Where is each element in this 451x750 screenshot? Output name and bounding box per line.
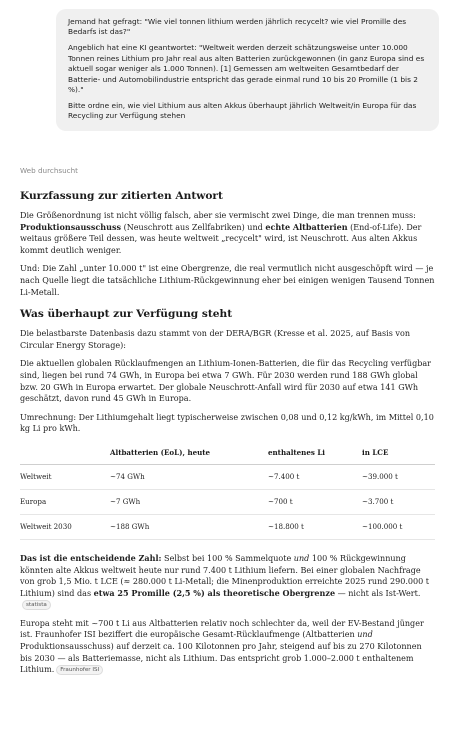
heading-summary: Kurzfassung zur zitierten Antwort	[20, 190, 223, 202]
summary-paragraph-1: Die Größenordnung ist nicht völlig falsch, aber sie vermischt zwei Dinge, die man trennen muss: Produktionsausschuss (Neuschrott aus Zellfabriken) und echte Altbatterien (End-of-Life). Der weitaus größere Teil dessen, was heute weltweit „recycelt" wird, ist Neuschrott. Aus alten Akkus kommt deutlich weniger.	[20, 211, 422, 255]
table-cell: ~7.400 t	[268, 464, 362, 489]
table-cell: Weltweit 2030	[20, 514, 110, 539]
table-cell: ~700 t	[268, 489, 362, 514]
lithium-table	[20, 442, 435, 540]
table-cell: ~39.000 t	[362, 464, 435, 489]
source-chip-fraunhofer[interactable]: Fraunhofer ISI	[56, 665, 103, 675]
table-header-cell	[20, 442, 110, 465]
table-cell: ~100.000 t	[362, 514, 435, 539]
summary-paragraph-2: Und: Die Zahl „unter 10.000 t" ist eine Obergrenze, die real vermutlich nicht ausgeschöpft wird — je nach Quelle liegt die tatsächliche Lithium-Rückgewinnung eher bei einigen wenigen Tausend Tonnen Li-Metall.	[20, 264, 435, 297]
user-message-request: Bitte ordne ein, wie viel Lithium aus alten Akkus überhaupt jährlich Weltweit/in Europa für das Recycling zur Verfügung stehen	[68, 100, 417, 121]
availability-paragraph-3: Umrechnung: Der Lithiumgehalt liegt typischerweise zwischen 0,08 und 0,12 kg/kWh, im Mittel 0,10 kg Li pro kWh.	[20, 412, 434, 434]
table-header-cell: in LCE	[362, 442, 435, 465]
user-message-bubble	[56, 9, 439, 131]
table-cell: ~18.800 t	[268, 514, 362, 539]
table-row	[20, 514, 435, 539]
web-search-indicator[interactable]: Web durchsucht	[20, 166, 79, 175]
table-cell: ~7 GWh	[110, 489, 268, 514]
assistant-answer	[20, 190, 435, 683]
table-cell: ~74 GWh	[110, 464, 268, 489]
user-message-question: Jemand hat gefragt: "Wie viel tonnen lithium werden jährlich recycelt? wie viel Promille des Bedarfs ist das?"	[68, 17, 407, 37]
europe-paragraph: Europa steht mit ~700 t Li aus Altbatterien relativ noch schlechter da, weil der EV-Bestand jünger ist. Fraunhofer ISI beziffert die europäische Gesamt-Rücklaufmenge (Altbatterien und Produktionsausschuss) auf derzeit ca. 100 Kilotonnen pro Jahr, steigend auf bis zu 270 Kilotonnen bis 2030 — als Batteriemasse, nicht als Lithium. Das entspricht grob 1.000–2.000 t enthaltenem Lithium. Fraunhofer ISI	[20, 618, 424, 675]
table-cell: ~188 GWh	[110, 514, 268, 539]
table-row	[20, 464, 435, 489]
user-message-quoted-answer: Angeblich hat eine KI geantwortet: "Weltweit werden derzeit schätzungsweise unter 10.000 Tonnen reines Lithium pro Jahr real aus alten Batterien zurückgewonnen (in ganz Europa sind es aktuell sogar weniger als 1.000 Tonnen). [1] Gemessen am weltweiten Gesamtbedarf der Batterie- und Automobilindustrie entspricht das gerade einmal rund 10 bis 20 Promille (1 bis 2 %)."	[68, 43, 425, 94]
source-chip-statista[interactable]: statista	[22, 600, 51, 610]
key-number-paragraph: Das ist die entscheidende Zahl: Selbst bei 100 % Sammelquote und 100 % Rückgewinnung könnten alte Akkus weltweit heute nur rund 7.400 t Lithium liefern. Bei einer globalen Nachfrage von grob 1,5 Mio. t LCE (≈ 280.000 t Li-Metall; die Minenproduktion erreichte 2025 rund 290.000 t Lithium) sind das etwa 25 Promille (2,5 %) als theoretische Obergrenze — nicht als Ist-Wert.statista	[20, 552, 430, 609]
table-cell: Weltweit	[20, 464, 110, 489]
table-header-row	[20, 442, 435, 465]
availability-paragraph-2: Die aktuellen globalen Rücklaufmengen an Lithium-Ionen-Batterien, die für das Recycling verfügbar sind, liegen bei rund 74 GWh, in Europa bei etwa 7 GWh. Für 2030 werden rund 188 GWh global bzw. 20 GWh in Europa erwartet. Der globale Neuschrott-Anfall wird für 2030 auf etwa 141 GWh geschätzt, davon rund 45 GWh in Europa.	[20, 359, 432, 404]
table-header-cell: enthaltenes Li	[268, 442, 362, 465]
table-row	[20, 489, 435, 514]
table-cell: Europa	[20, 489, 110, 514]
table-header-cell: Altbatterien (EoL), heute	[110, 442, 268, 465]
table-cell: ~3.700 t	[362, 489, 435, 514]
availability-paragraph-1: Die belastbarste Datenbasis dazu stammt von der DERA/BGR (Kresse et al. 2025, auf Basis von Circular Energy Storage):	[20, 329, 411, 350]
heading-availability: Was überhaupt zur Verfügung steht	[20, 308, 233, 321]
